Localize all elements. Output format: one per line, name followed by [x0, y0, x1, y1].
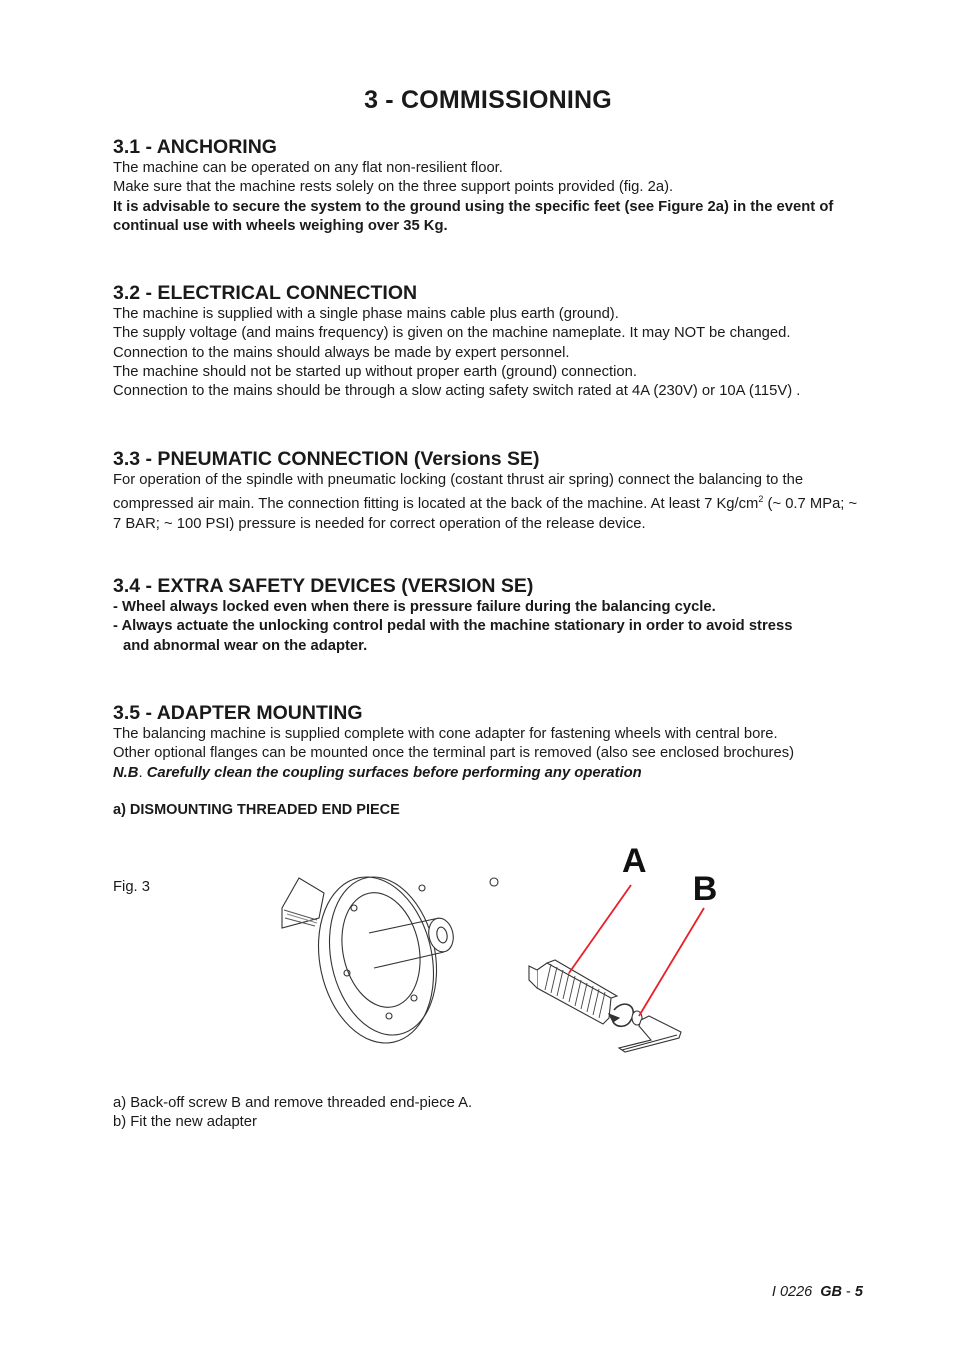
leader-line-a	[569, 885, 631, 973]
paragraph: Other optional flanges can be mounted once the terminal part is removed (also see enclosed brochures)	[113, 745, 795, 762]
note	[113, 764, 863, 783]
paragraph: Make sure that the machine rests solely on the three support points provided (fig. 2a).	[113, 179, 674, 196]
document-code: I 0226	[771, 1284, 813, 1300]
section-title: 3.1 - ANCHORING	[113, 136, 277, 158]
paragraph-bold: It is advisable to secure the system to the ground using the specific feet (see Figure 2a) in the event of continual use with wheels weighing over 35 Kg.	[113, 198, 834, 234]
text-part: For operation of the spindle with pneumatic locking (costant thrust air spring) connect the balancing to the compressed air main. The connection fitting is located at the back of the machine. At least 7 Kg/cm	[113, 472, 804, 513]
section-title: 3.5 - ADAPTER MOUNTING	[113, 702, 363, 724]
footer-separator: -	[842, 1284, 855, 1300]
section-anchoring	[113, 135, 863, 236]
section-title: 3.4 - EXTRA SAFETY DEVICES (VERSION SE)	[113, 575, 534, 597]
text-part: (~ 0.7 MPa; ~ 7 BAR; ~ 100 PSI) pressure is needed for correct operation of the release device.	[113, 496, 858, 532]
step-a: a) Back-off screw B and remove threaded end-piece A.	[113, 1095, 473, 1111]
paragraph	[113, 471, 863, 534]
page-footer	[772, 1284, 863, 1300]
paragraph: The supply voltage (and mains frequency) is given on the machine nameplate. It may NOT be changed.	[113, 325, 791, 342]
paragraph: Connection to the mains should always be made by expert personnel.	[113, 344, 570, 361]
section-electrical-connection	[113, 281, 863, 401]
page-number: 5	[854, 1284, 863, 1300]
figure-adapter-illustration	[279, 838, 719, 1063]
note-label: N.B	[113, 764, 139, 781]
note-text: Carefully clean the coupling surfaces before performing any operation	[142, 764, 642, 781]
paragraph: Connection to the mains should be through a slow acting safety switch rated at 4A (230V) or 10A (115V) .	[113, 383, 801, 400]
superscript: 2	[758, 494, 764, 505]
label-a: A	[622, 842, 647, 880]
paragraph: The machine is supplied with a single phase mains cable plus earth (ground).	[113, 306, 619, 322]
paragraph: The machine can be operated on any flat non-resilient floor.	[113, 160, 503, 176]
section-adapter-mounting	[113, 701, 863, 783]
label-b: B	[692, 870, 718, 908]
bullet-item: - Always actuate the unlocking control pedal with the machine stationary in order to avoid stress	[113, 618, 793, 635]
section-title: 3.3 - PNEUMATIC CONNECTION (Versions SE)	[113, 448, 540, 470]
language-code: GB	[820, 1284, 843, 1300]
bullet-item-continued: and abnormal wear on the adapter.	[123, 637, 368, 654]
figure-caption: Fig. 3	[113, 879, 151, 895]
note-dot: .	[138, 764, 143, 781]
section-extra-safety-devices	[113, 574, 863, 656]
bullet-item: - Wheel always locked even when there is pressure failure during the balancing cycle.	[113, 599, 716, 615]
page-title: 3 - COMMISSIONING	[364, 86, 612, 114]
paragraph: The machine should not be started up without proper earth (ground) connection.	[113, 363, 637, 380]
step-b: b) Fit the new adapter	[113, 1114, 257, 1130]
subsection-title: a) DISMOUNTING THREADED END PIECE	[113, 802, 400, 818]
leader-line-b	[639, 908, 704, 1016]
section-pneumatic-connection	[113, 447, 863, 534]
paragraph: The balancing machine is supplied complete with cone adapter for fastening wheels with central bore.	[113, 726, 778, 742]
section-title: 3.2 - ELECTRICAL CONNECTION	[113, 282, 418, 304]
